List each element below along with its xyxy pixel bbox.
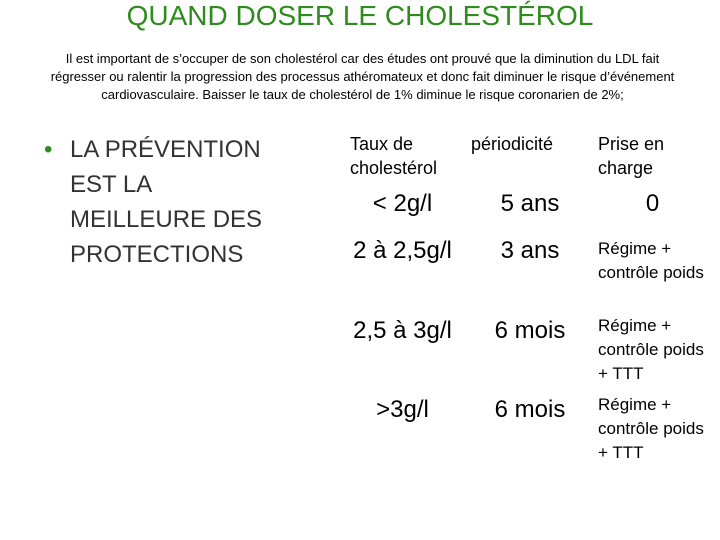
slide-title: QUAND DOSER LE CHOLESTÉROL — [126, 0, 594, 31]
table-row — [335, 230, 715, 312]
cell-prise: Régime + contrôle poids — [598, 239, 704, 282]
header-taux: Taux de cholestérol — [350, 134, 438, 178]
bullet-dot-icon: • — [44, 136, 53, 163]
table-row — [335, 312, 715, 392]
table-header-row — [335, 126, 715, 184]
bullet-text: LA PRÉVENTION EST LA MEILLEURE DES PROTECTIONS — [70, 136, 263, 268]
cholesterol-table — [335, 126, 715, 472]
table-row — [335, 392, 715, 472]
cell-prise: Régime + contrôle poids + TTT — [598, 316, 704, 383]
cell-periodicite: 6 mois — [494, 317, 566, 344]
cell-prise: 0 — [645, 190, 660, 217]
cell-taux: >3g/l — [376, 396, 429, 423]
header-periodicite: périodicité — [471, 134, 554, 154]
cell-taux: 2,5 à 3g/l — [353, 317, 452, 344]
table-row — [335, 184, 715, 230]
cell-periodicite: 3 ans — [500, 237, 560, 264]
cell-prise: Régime + contrôle poids + TTT — [598, 395, 704, 462]
cell-taux: 2 à 2,5g/l — [353, 237, 452, 264]
intro-paragraph: Il est important de s’occuper de son cholestérol car des études ont prouvé que la diminution du LDL fait régresser ou ralentir la progression des processus athéromateux et donc fait diminuer le risque d’événement cardiovasculaire. Baisser le taux de cholestérol de 1% diminue le risque coronarien de 2%; — [50, 51, 675, 102]
header-prise: Prise en charge — [598, 134, 665, 178]
cell-periodicite: 6 mois — [494, 396, 566, 423]
cell-periodicite: 5 ans — [500, 190, 560, 217]
cell-taux: < 2g/l — [372, 190, 433, 217]
